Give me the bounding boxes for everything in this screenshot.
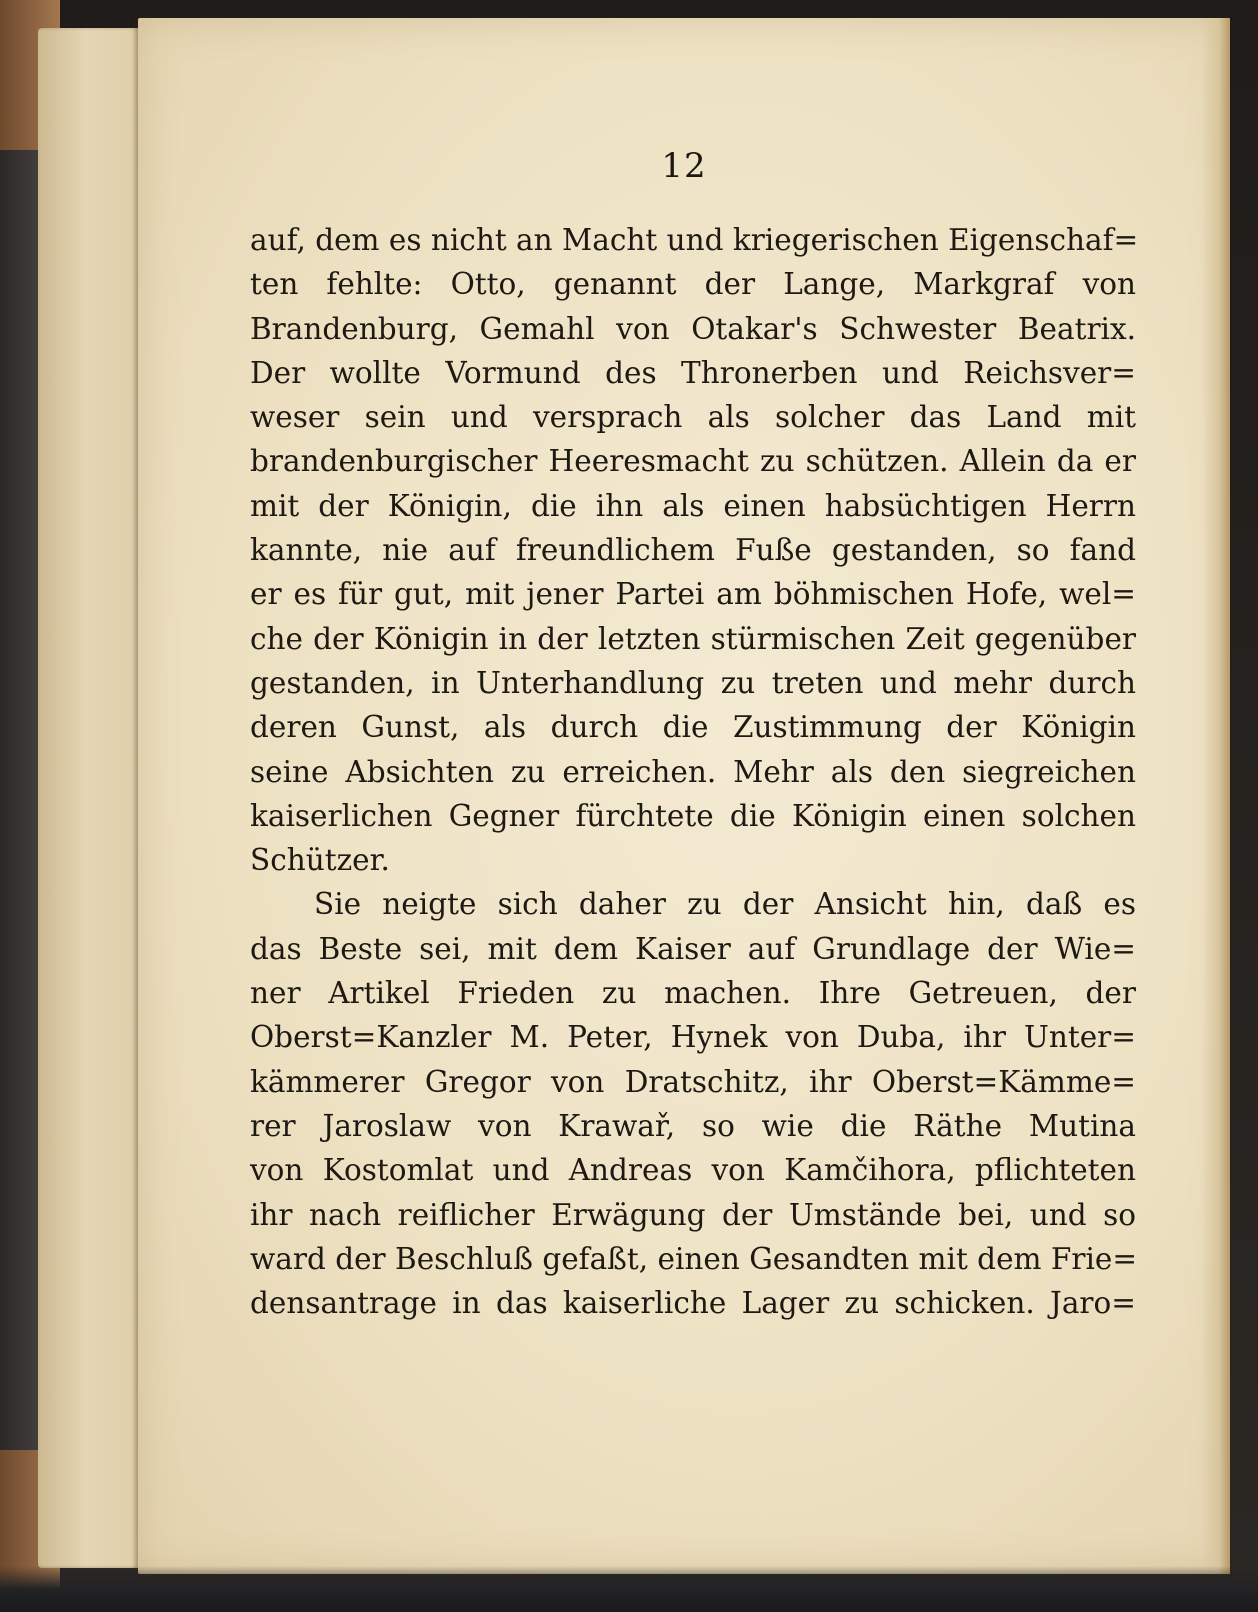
text-line: ihr nach reiflicher Erwägung der Umstände bei, und so (250, 1197, 1136, 1232)
page-right-edge (1202, 18, 1230, 1574)
text-line: deren Gunst, als durch die Zustimmung der Königin (250, 710, 1136, 745)
text-line: gestanden, in Unterhandlung zu treten und mehr durch (250, 665, 1136, 700)
text-line: seine Absichten zu erreichen. Mehr als den siegreichen (250, 754, 1136, 789)
text-line: Der wollte Vormund des Thronerben und Reichsver= (250, 355, 1136, 390)
text-line: mit der Königin, die ihn als einen habsüchtigen Herrn (250, 488, 1136, 523)
text-line: Oberst=Kanzler M. Peter, Hynek von Duba, ihr Unter= (250, 1020, 1136, 1055)
text-line: auf, dem es nicht an Macht und kriegerischen Eigenschaf= (250, 223, 1139, 257)
paragraph-2 (250, 882, 1136, 1325)
text-line: kannte, nie auf freundlichem Fuße gestanden, so fand (250, 533, 1136, 568)
text-line: rer Jaroslaw von Krawař, so wie die Räthe Mutina (250, 1108, 1136, 1143)
text-line: Brandenburg, Gemahl von Otakar's Schwester Beatrix. (250, 311, 1136, 346)
text-line: densantrage in das kaiserliche Lager zu schicken. Jaro= (250, 1286, 1136, 1321)
book-page (138, 18, 1230, 1574)
body-text (250, 218, 1139, 1325)
binding-shadow (0, 150, 40, 1450)
text-line: brandenburgischer Heeresmacht zu schützen. Allein da er (250, 444, 1136, 479)
text-line: das Beste sei, mit dem Kaiser auf Grundlage der Wie= (250, 931, 1136, 966)
text-line: ten fehlte: Otto, genannt der Lange, Markgraf von (250, 267, 1136, 302)
text-line: Schützer. (250, 843, 390, 878)
text-line: ner Artikel Frieden zu machen. Ihre Getreuen, der (250, 976, 1136, 1011)
text-line: er es für gut, mit jener Partei am böhmischen Hofe, wel= (250, 577, 1136, 612)
text-line: kämmerer Gregor von Dratschitz, ihr Oberst=Kämme= (250, 1064, 1136, 1099)
text-line: Sie neigte sich daher zu der Ansicht hin, daß es (314, 887, 1136, 922)
page-number: 12 (661, 146, 707, 186)
bottom-binding-shadow (0, 1566, 1258, 1612)
text-line: von Kostomlat und Andreas von Kamčihora, pflichteten (250, 1153, 1136, 1188)
text-line: ward der Beschluß gefaßt, einen Gesandten mit dem Frie= (250, 1241, 1138, 1276)
text-line: che der Königin in der letzten stürmischen Zeit gegenüber (250, 621, 1136, 656)
text-line: weser sein und versprach als solcher das Land mit (250, 400, 1136, 435)
text-line: kaiserlichen Gegner fürchtete die Königin einen solchen (250, 798, 1136, 833)
paragraph-1 (250, 218, 1139, 882)
